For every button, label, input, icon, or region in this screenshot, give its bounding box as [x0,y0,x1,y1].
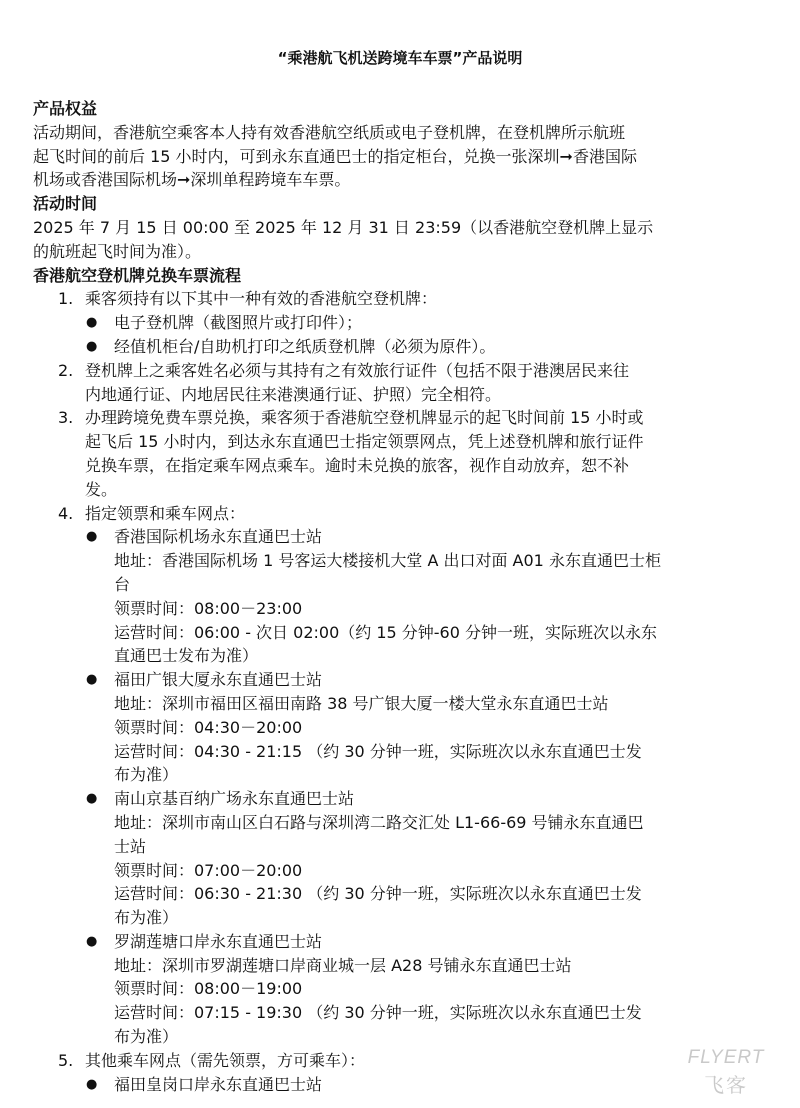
page-title: “乘港航飞机送跨境车车票”产品说明 [277,49,523,67]
step-text: 办理跨境免费车票兑换，乘客须于香港航空登机牌显示的起飞时间前 15 小时或 [85,408,644,428]
step-3 [33,406,723,501]
document-body [33,97,723,1096]
step-2 [33,359,723,407]
bullet-icon: ● [86,1076,98,1092]
bullet-text: 电子登机牌（截图照片或打印件）； [114,313,363,333]
station-item [33,930,723,954]
time-line: 的航班起飞时间为准）。 [33,241,202,261]
ticket-hours: 领票时间：07:00－20:00 [114,860,303,880]
step-number: 2. [58,360,74,380]
step-text: 内地通行证、内地居民往来港澳通行证、护照）完全相符。 [85,384,502,404]
bullet-icon: ● [86,315,98,331]
bullet-text: 经值机柜台/自助机打印之纸质登机牌（必须为原件）。 [114,336,496,356]
bullet-icon: ● [86,338,98,354]
station-name: 福田广银大厦永东直通巴士站 [114,670,323,690]
station-name: 南山京基百纳广场永东直通巴士站 [114,789,355,809]
watermark-text: FLYERT [687,1047,765,1068]
ticket-hours: 领票时间：04:30－20:00 [114,717,303,737]
step-text: 其他乘车网点（需先领票，方可乘车）： [85,1050,366,1070]
ticket-hours: 领票时间：08:00－23:00 [114,598,303,618]
time-line: 2025 年 7 月 15 日 00:00 至 2025 年 12 月 31 日 23:59（以香港航空登机牌上显示 [33,217,654,237]
operating-hours: 布为准） [114,908,179,928]
step-1 [33,287,723,311]
step-text: 发。 [85,479,118,499]
operating-hours: 布为准） [114,1027,179,1047]
station-details [33,811,723,930]
step-number: 4. [58,503,74,523]
station-details [33,692,723,787]
operating-hours: 运营时间：07:15 - 19:30 （约 30 分钟一班，实际班次以永东直通巴士发 [114,1003,642,1023]
station-name: 香港国际机场永东直通巴士站 [114,527,323,547]
step-text: 乘客须持有以下其中一种有效的香港航空登机牌： [85,289,438,309]
bullet-icon: ● [86,791,98,807]
step-4 [33,502,723,526]
operating-hours: 直通巴士发布为准） [114,646,259,666]
operating-hours: 运营时间：06:30 - 21:30 （约 30 分钟一班，实际班次以永东直通巴士发 [114,884,642,904]
station-item [33,525,723,549]
step-number: 5. [58,1050,74,1070]
step-text: 起飞后 15 小时内，到达永东直通巴士指定领票网点，凭上述登机牌和旅行证件 [85,432,644,452]
benefits-line: 机场或香港国际机场➞深圳单程跨境车车票。 [33,170,351,190]
step-5 [33,1049,723,1073]
station-item [33,787,723,811]
flyert-watermark [666,1047,786,1098]
operating-hours: 运营时间：06:00 - 次日 02:00（约 15 分钟-60 分钟一班，实际班次以永东 [114,622,658,642]
time-heading: 活动时间 [33,194,98,214]
station-address: 士站 [114,836,147,856]
station-name: 罗湖莲塘口岸永东直通巴士站 [114,931,323,951]
operating-hours: 运营时间：04:30 - 21:15 （约 30 分钟一班，实际班次以永东直通巴士发 [114,741,642,761]
step-text: 指定领票和乘车网点： [85,503,246,523]
watermark-text: 飞客 [704,1075,748,1097]
bullet-icon: ● [86,933,98,949]
ticket-hours: 领票时间：08:00－19:00 [114,979,303,999]
step-number: 1. [58,289,74,309]
station-name: 福田皇岗口岸永东直通巴士站 [114,1074,323,1094]
station-details [33,954,723,1049]
station-details [33,549,723,668]
bullet-icon: ● [86,672,98,688]
station-address: 台 [114,574,131,594]
bullet-icon: ● [86,529,98,545]
list-item [33,335,723,359]
step-text: 兑换车票，在指定乘车网点乘车。逾时未兑换的旅客，视作自动放弃，恕不补 [85,455,630,475]
station-address: 地址：深圳市福田区福田南路 38 号广银大厦一楼大堂永东直通巴士站 [114,693,609,713]
process-heading: 香港航空登机牌兑换车票流程 [33,265,242,285]
station-item [33,1073,723,1097]
benefits-heading: 产品权益 [33,99,98,118]
station-item [33,668,723,692]
station-address: 地址：香港国际机场 1 号客运大楼接机大堂 A 出口对面 A01 永东直通巴士柜 [114,551,661,571]
benefits-line: 活动期间，香港航空乘客本人持有效香港航空纸质或电子登机牌，在登机牌所示航班 [33,122,626,142]
benefits-line: 起飞时间的前后 15 小时内，可到永东直通巴士的指定柜台，兑换一张深圳➞香港国际 [33,146,637,166]
station-address: 地址：深圳市罗湖莲塘口岸商业城一层 A28 号铺永东直通巴士站 [114,955,572,975]
operating-hours: 布为准） [114,765,179,785]
list-item [33,311,723,335]
station-address: 地址：深圳市南山区白石路与深圳湾二路交汇处 L1-66-69 号铺永东直通巴 [114,812,644,832]
step-number: 3. [58,408,74,428]
step-text: 登机牌上之乘客姓名必须与其持有之有效旅行证件（包括不限于港澳居民来往 [85,360,630,380]
